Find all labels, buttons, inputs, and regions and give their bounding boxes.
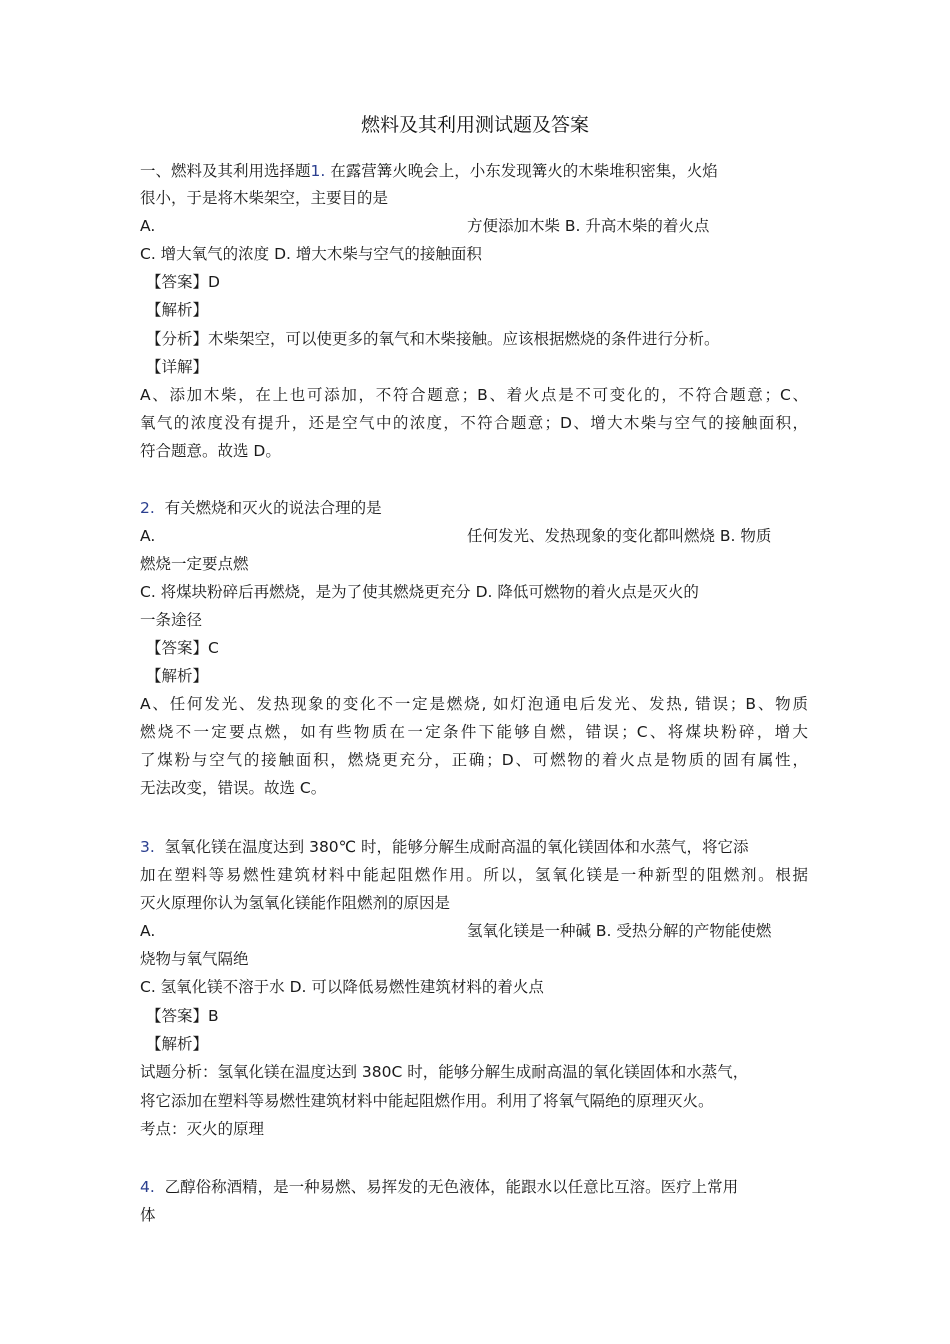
q2-detail-4: 无法改变，错误。故选 C。 (140, 779, 327, 797)
q3-stem-1: 氢氧化镁在温度达到 380℃ 时，能够分解生成耐高温的氧化镁固体和水蒸气，将它添 (164, 838, 749, 856)
q3-kaodian: 考点：灭火的原理 (140, 1120, 265, 1138)
q1-fenxi: 【分析】木柴架空，可以使更多的氧气和木柴接触。应该根据燃烧的条件进行分析。 (146, 330, 720, 348)
q2-number: 2. (140, 499, 155, 517)
q1-stem-1: 在露营篝火晚会上，小东发现篝火的木柴堆积密集，火焰 (330, 162, 718, 180)
q2-option-a-label: A. (140, 527, 156, 545)
q1-line1 (140, 161, 718, 181)
q1-detail-2: 氧气的浓度没有提升，还是空气中的浓度，不符合题意；D、增大木柴与空气的接触面积， (140, 414, 808, 432)
q2-option-cd-cont: 一条途径 (140, 611, 203, 629)
q2-stem-1: 有关燃烧和灭火的说法合理的是 (164, 499, 382, 517)
q3-detail-2: 将它添加在塑料等易燃性建筑材料中能起阻燃作用。利用了将氧气隔绝的原理灭火。 (140, 1092, 714, 1110)
q1-option-ab-text: 方便添加木柴 B. 升高木柴的着火点 (467, 217, 710, 235)
q1-xiangjie: 【详解】 (146, 358, 209, 376)
q1-detail-3: 符合题意。故选 D。 (140, 442, 281, 460)
q1-stem-2: 很小，于是将木柴架空，主要目的是 (140, 189, 389, 207)
q2-option-cd: C. 将煤块粉碎后再燃烧，是为了使其燃烧更充分 D. 降低可燃物的着火点是灭火的 (140, 583, 699, 601)
q3-option-a-label: A. (140, 922, 156, 940)
section-heading: 一、燃料及其利用选择题 (140, 162, 311, 180)
q2-stem (140, 498, 382, 518)
q3-option-cd: C. 氢氧化镁不溶于水 D. 可以降低易燃性建筑材料的着火点 (140, 978, 544, 996)
q3-option-ab-cont: 烧物与氧气隔绝 (140, 950, 249, 968)
q4-stem-2: 体 (140, 1206, 156, 1224)
q3-stem-3: 灭火原理你认为氢氧化镁能作阻燃剂的原因是 (140, 894, 451, 912)
q3-detail-1: 试题分析：氢氧化镁在温度达到 380C 时，能够分解生成耐高温的氧化镁固体和水蒸气， (140, 1063, 749, 1081)
q2-option-ab-cont: 燃烧一定要点燃 (140, 555, 249, 573)
q3-jiexi: 【解析】 (146, 1035, 209, 1053)
q1-detail-1: A、添加木柴，在上也可添加，不符合题意；B、着火点是不可变化的，不符合题意；C、 (140, 386, 808, 404)
q1-jiexi: 【解析】 (146, 301, 209, 319)
q1-number: 1. (310, 162, 326, 180)
q2-detail-3: 了煤粉与空气的接触面积，燃烧更充分，正确；D、可燃物的着火点是物质的固有属性， (140, 751, 808, 769)
q2-option-ab-text: 任何发光、发热现象的变化都叫燃烧 B. 物质 (467, 527, 772, 545)
q4-stem (140, 1177, 738, 1197)
q4-stem-1: 乙醇俗称酒精，是一种易燃、易挥发的无色液体，能跟水以任意比互溶。医疗上常用 (164, 1178, 739, 1196)
q1-option-ab (140, 216, 155, 236)
q3-option-ab-text: 氢氧化镁是一种碱 B. 受热分解的产物能使燃 (467, 922, 772, 940)
q3-stem (140, 837, 749, 857)
q2-jiexi: 【解析】 (146, 667, 209, 685)
q4-number: 4. (140, 1178, 155, 1196)
q3-stem-2: 加在塑料等易燃性建筑材料中能起阻燃作用。所以，氢氧化镁是一种新型的阻燃剂。根据 (140, 866, 808, 884)
q2-detail-2: 燃烧不一定要点燃，如有些物质在一定条件下能够自燃，错误；C、将煤块粉碎，增大 (140, 723, 808, 741)
q3-number: 3. (140, 838, 155, 856)
q1-answer: 【答案】D (146, 273, 220, 291)
q2-detail-1: A、任何发光、发热现象的变化不一定是燃烧, 如灯泡通电后发光、发热, 错误；B、物质 (140, 695, 808, 713)
q1-option-a-label: A. (140, 217, 156, 235)
q1-option-cd: C. 增大氧气的浓度 D. 增大木柴与空气的接触面积 (140, 245, 482, 263)
q3-answer: 【答案】B (146, 1007, 219, 1025)
q2-answer: 【答案】C (146, 639, 219, 657)
page-title: 燃料及其利用测试题及答案 (360, 114, 589, 136)
